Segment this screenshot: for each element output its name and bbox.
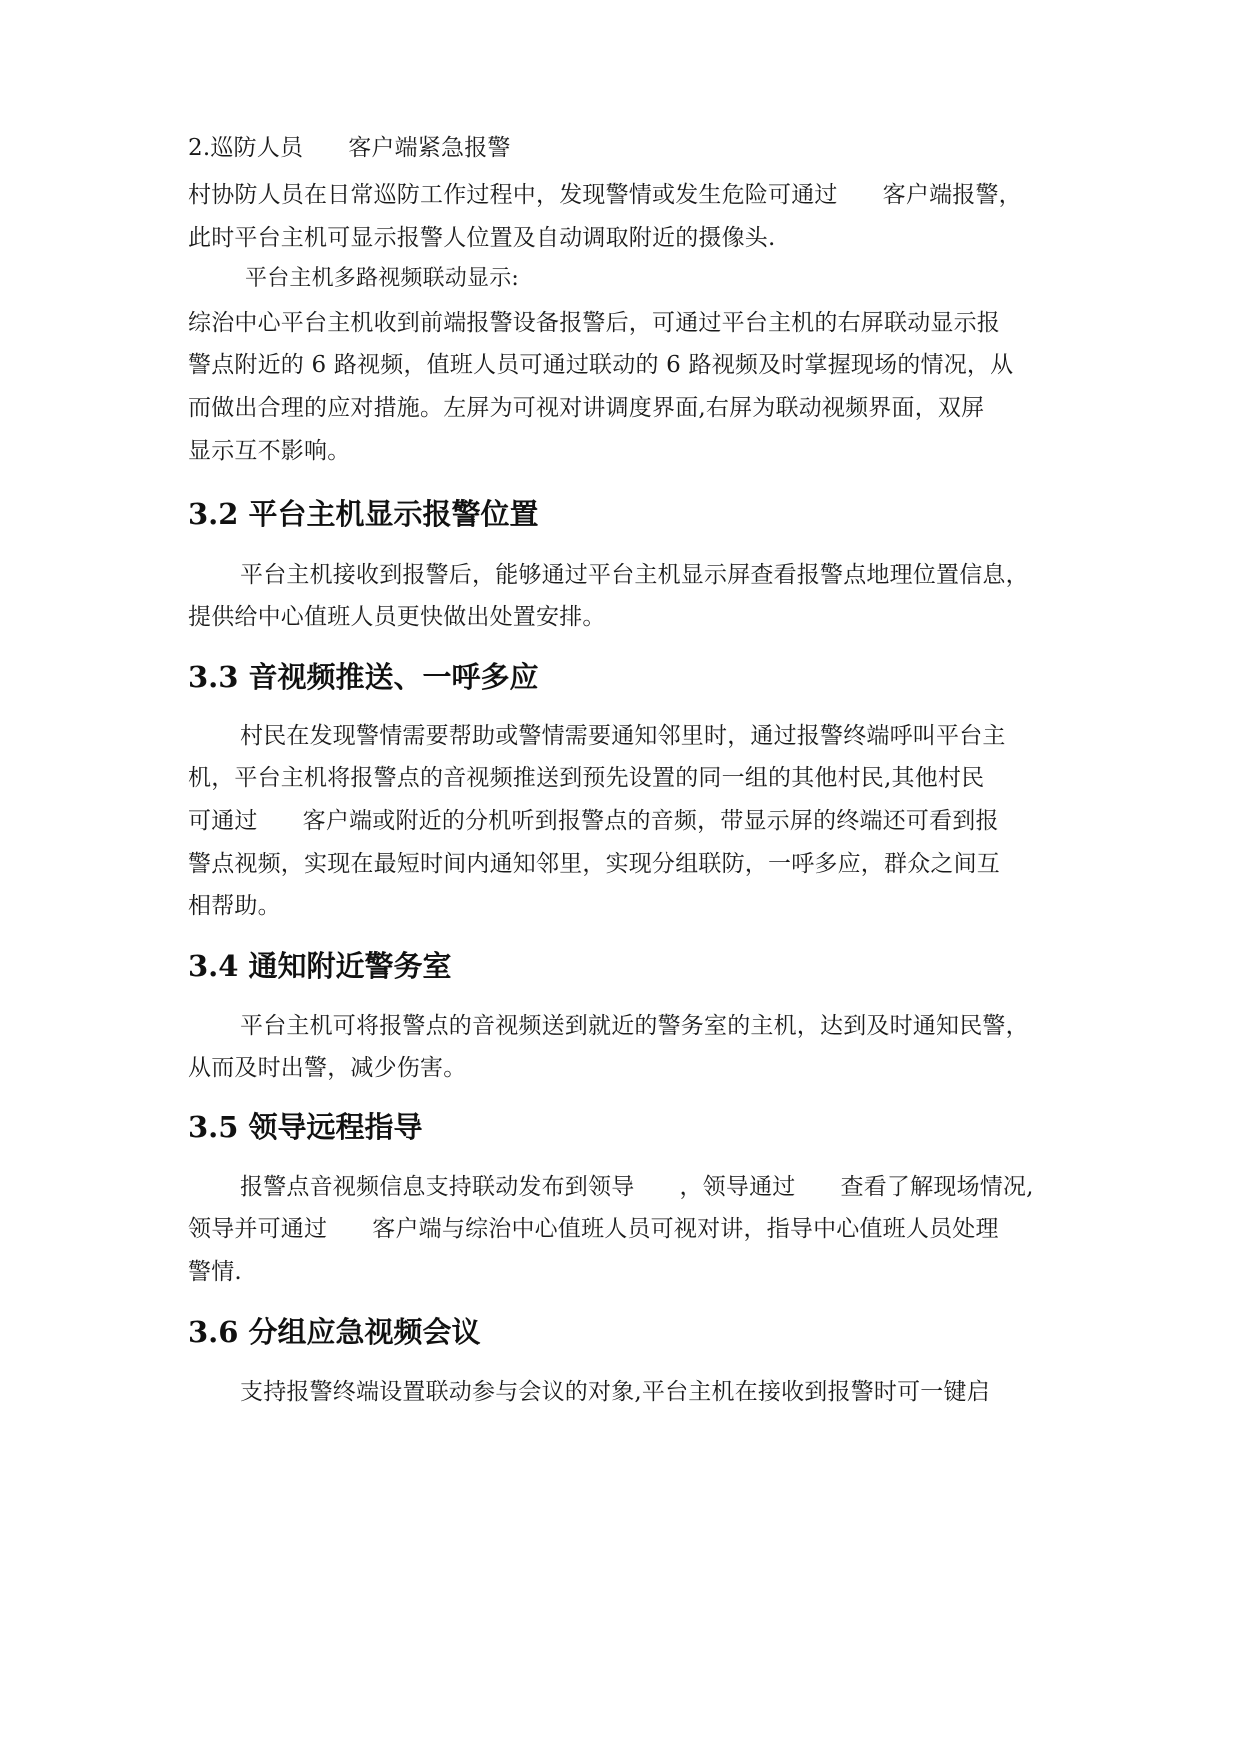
section-heading-3-6: 3.6 分组应急视频会议: [188, 1315, 481, 1349]
paragraph-line: 可通过 客户端或附近的分机听到报警点的音频，带显示屏的终端还可看到报: [188, 808, 999, 834]
paragraph-line: 村民在发现警情需要帮助或警情需要通知邻里时，通过报警终端呼叫平台主: [240, 723, 1006, 749]
paragraph-line: 机，平台主机将报警点的音视频推送到预先设置的同一组的其他村民,其他村民: [188, 765, 985, 791]
paragraph-line: 警点视频，实现在最短时间内通知邻里，实现分组联防，一呼多应，群众之间互: [188, 851, 1000, 877]
paragraph-line: 而做出合理的应对措施。左屏为可视对讲调度界面,右屏为联动视频界面，双屏: [188, 395, 985, 421]
paragraph-line: 从而及时出警，减少伤害。: [188, 1055, 467, 1081]
paragraph-line: 警点附近的 6 路视频，值班人员可通过联动的 6 路视频及时掌握现场的情况，从: [188, 352, 1014, 378]
paragraph-line: 综治中心平台主机收到前端报警设备报警后，可通过平台主机的右屏联动显示报: [188, 310, 1000, 336]
paragraph-line: 相帮助。: [188, 893, 281, 919]
subsection-title-patrol-alarm: 2.巡防人员 客户端紧急报警: [188, 135, 511, 161]
paragraph-line: 报警点音视频信息支持联动发布到领导 ，领导通过 查看了解现场情况,: [240, 1174, 1034, 1200]
section-heading-3-2: 3.2 平台主机显示报警位置: [188, 497, 539, 531]
paragraph-line: 平台主机接收到报警后，能够通过平台主机显示屏查看报警点地理位置信息，: [240, 562, 1029, 588]
paragraph-line: 平台主机可将报警点的音视频送到就近的警务室的主机，达到及时通知民警，: [240, 1013, 1029, 1039]
paragraph-line: 警情.: [188, 1259, 242, 1285]
paragraph-line: 村协防人员在日常巡防工作过程中，发现警情或发生危险可通过 客户端报警，: [188, 182, 1022, 208]
subsection-title-video-linkage: 平台主机多路视频联动显示:: [245, 266, 520, 291]
paragraph-line: 提供给中心值班人员更快做出处置安排。: [188, 604, 606, 630]
paragraph-line: 此时平台主机可显示报警人位置及自动调取附近的摄像头.: [188, 225, 776, 251]
section-heading-3-5: 3.5 领导远程指导: [188, 1110, 423, 1144]
section-heading-3-3: 3.3 音视频推送、一呼多应: [188, 660, 539, 694]
paragraph-line: 领导并可通过 客户端与综治中心值班人员可视对讲，指导中心值班人员处理: [188, 1216, 999, 1242]
paragraph-line: 支持报警终端设置联动参与会议的对象,平台主机在接收到报警时可一键启: [240, 1379, 990, 1405]
section-heading-3-4: 3.4 通知附近警务室: [188, 949, 452, 983]
paragraph-line: 显示互不影响。: [188, 438, 351, 464]
